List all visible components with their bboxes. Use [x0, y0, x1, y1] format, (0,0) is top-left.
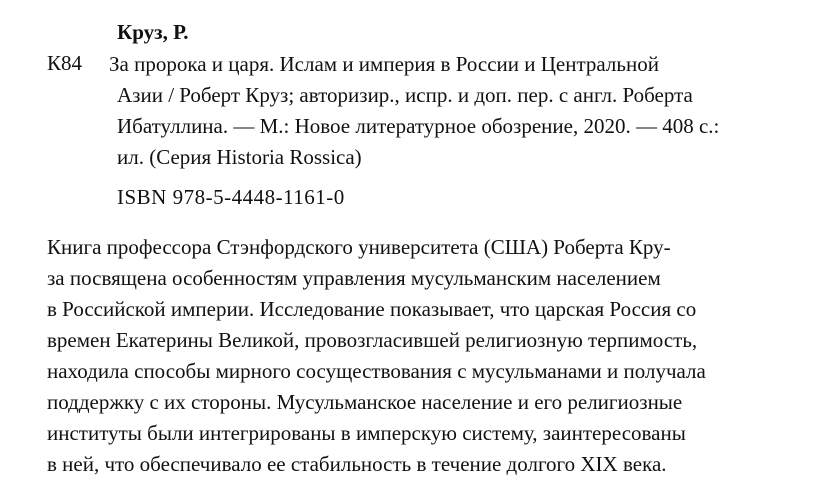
- abstract-line: за посвящена особенностям управления мусульманским населением: [47, 266, 661, 290]
- bibliographic-description: [109, 49, 807, 173]
- abstract-line: Книга профессора Стэнфордского университета (США) Роберта Кру-: [47, 235, 671, 259]
- author-heading: Круз, Р.: [117, 20, 189, 44]
- abstract-line: в Российской империи. Исследование показывает, что царская Россия со: [47, 297, 697, 321]
- abstract-line: поддержку с их стороны. Мусульманское население и его религиозные: [47, 390, 683, 414]
- abstract-line: времен Екатерины Великой, провозгласившей религиозную терпимость,: [47, 328, 698, 352]
- abstract-line: институты были интегрированы в имперскую систему, заинтересованы: [47, 421, 686, 445]
- abstract-line: находила способы мирного сосуществования с мусульманами и получала: [47, 359, 706, 383]
- description-line: ил. (Серия Historia Rossica): [117, 145, 362, 169]
- abstract-paragraph: [47, 232, 797, 480]
- description-line: Азии / Роберт Круз; авторизир., испр. и доп. пер. с англ. Роберта: [117, 83, 693, 107]
- isbn: ISBN 978-5-4448-1161-0: [117, 185, 345, 209]
- description-line: Ибатуллина. — М.: Новое литературное обозрение, 2020. — 408 с.:: [117, 114, 720, 138]
- abstract-line: в ней, что обеспечивало ее стабильность в течение долгого XIX века.: [47, 452, 667, 476]
- library-code: К84: [47, 51, 83, 75]
- description-line: За пророка и царя. Ислам и империя в России и Центральной: [109, 52, 659, 76]
